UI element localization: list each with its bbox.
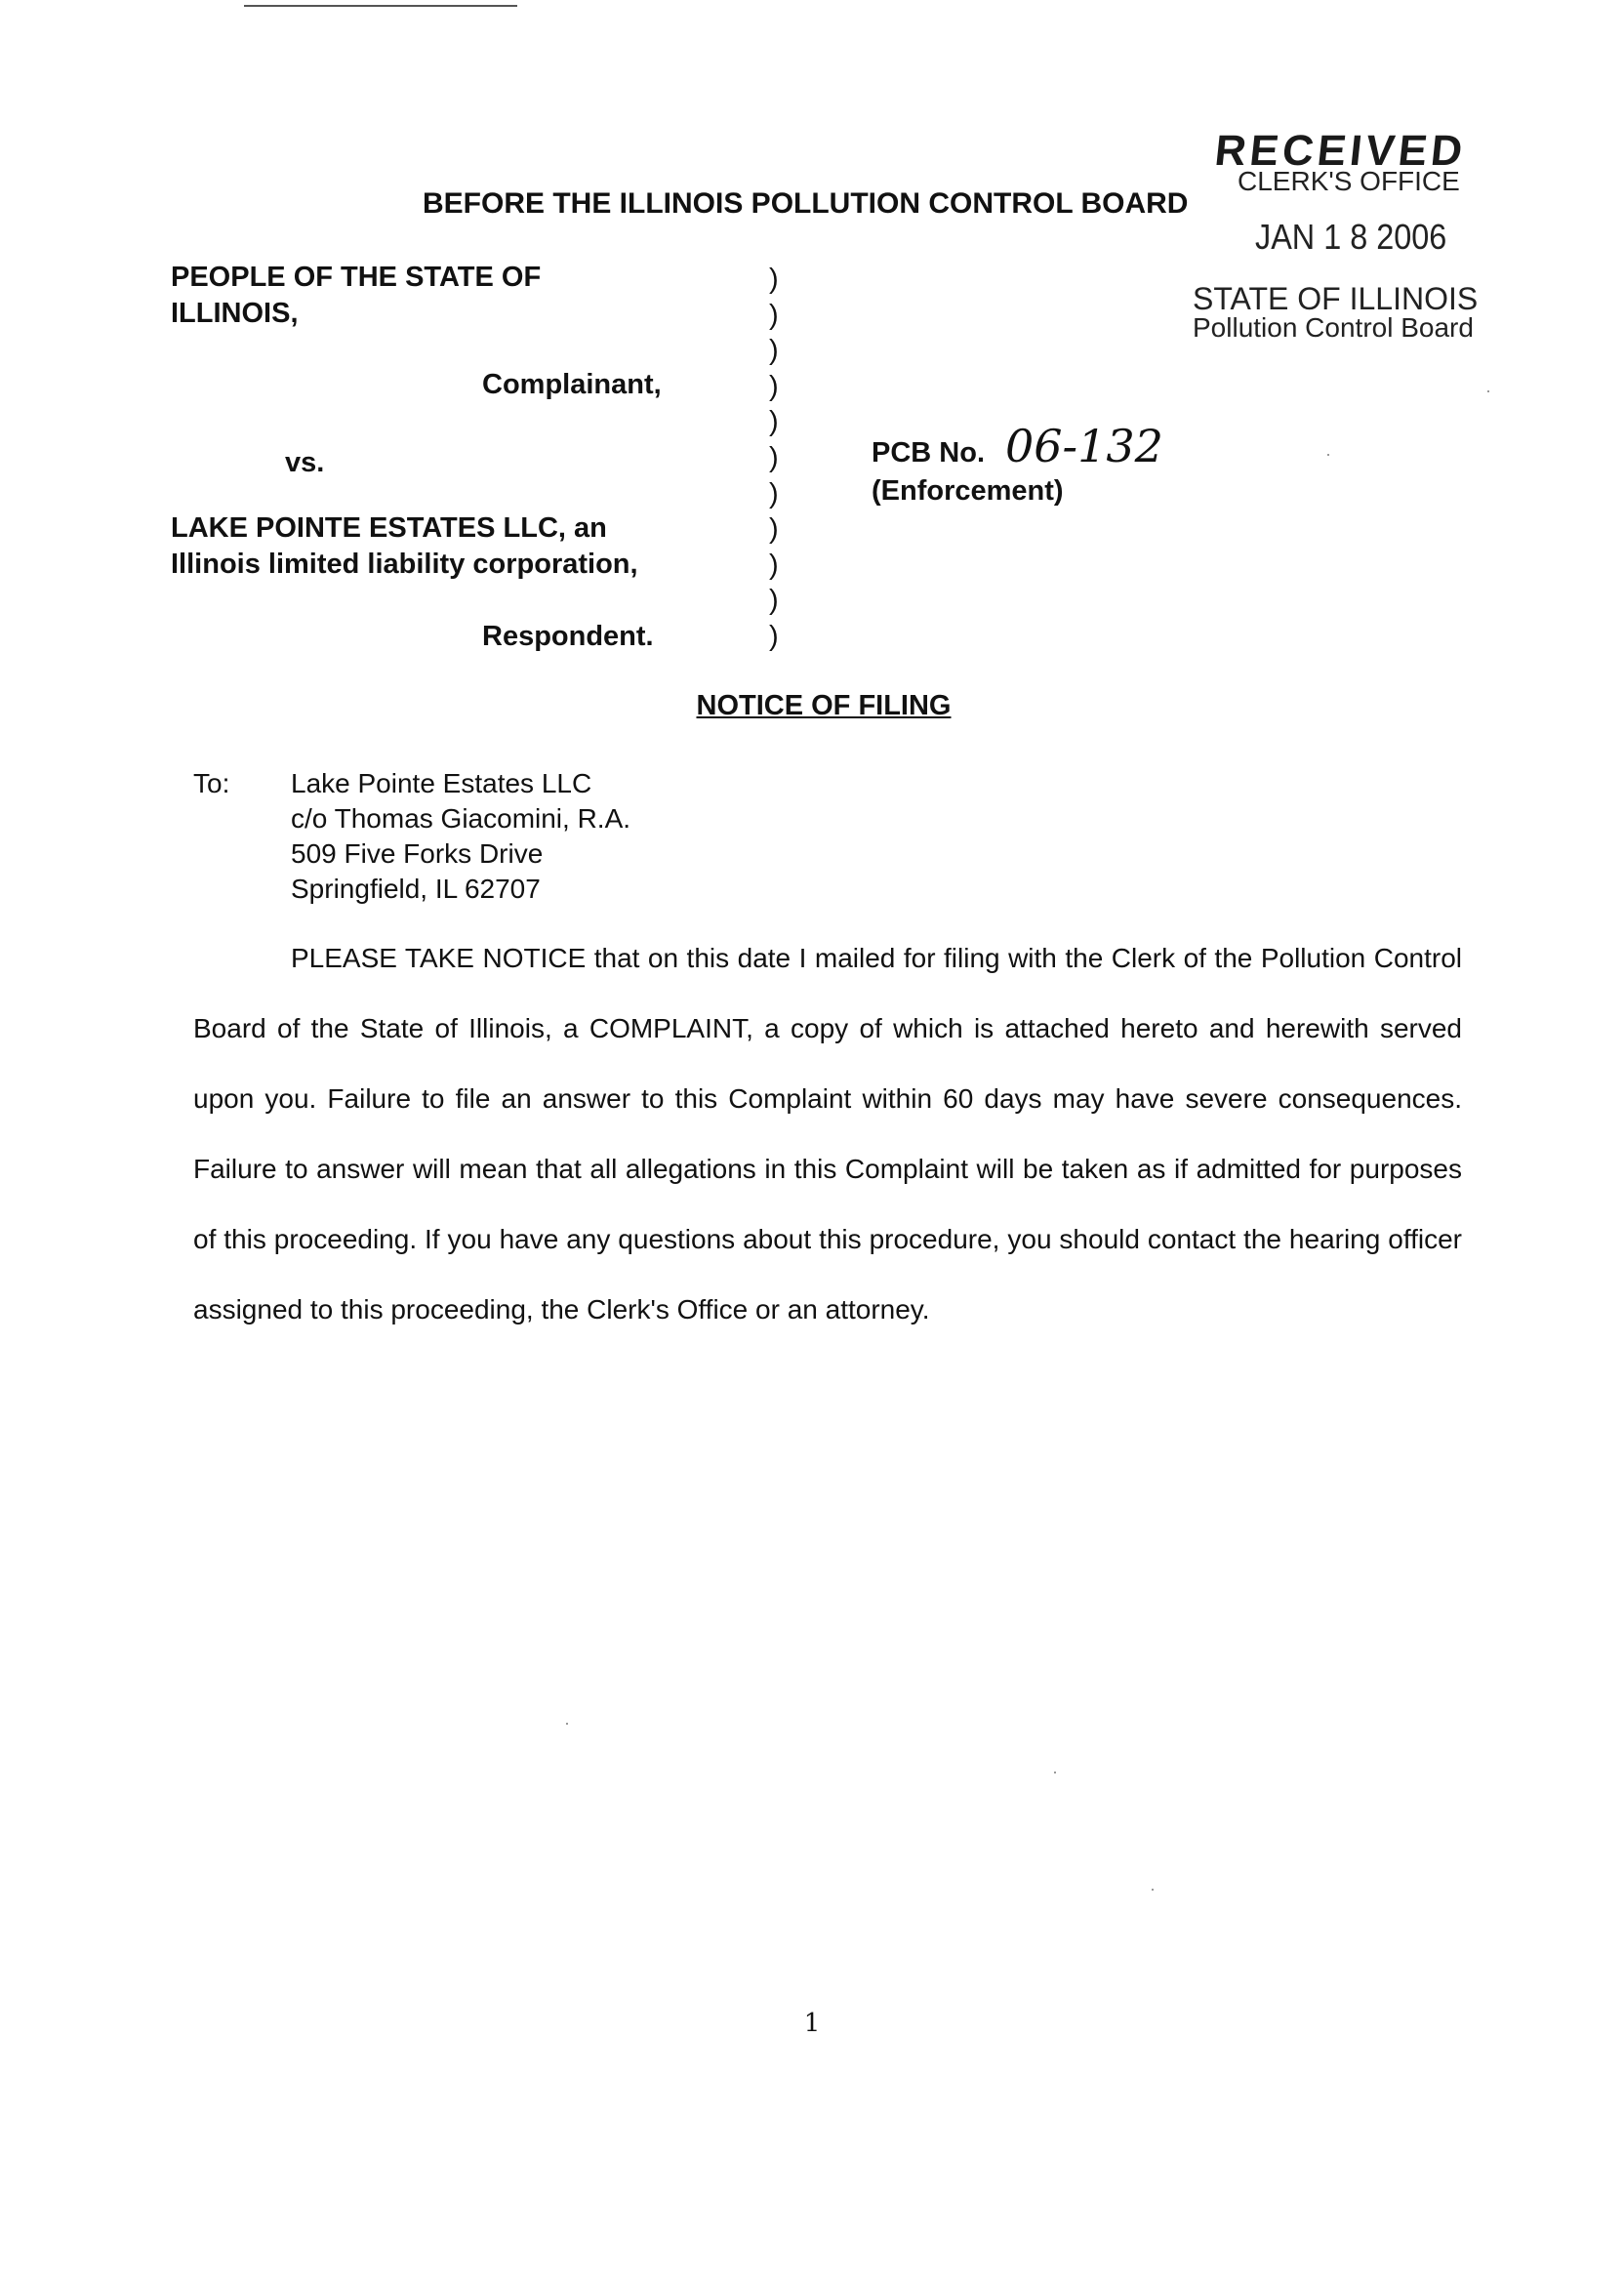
caption-paren: ) xyxy=(769,441,779,473)
addressee-line: 509 Five Forks Drive xyxy=(291,838,544,869)
court-heading: BEFORE THE ILLINOIS POLLUTION CONTROL BOARD xyxy=(423,187,1189,220)
caption-paren: ) xyxy=(769,335,779,367)
caption-paren: ) xyxy=(769,513,779,546)
notice-body-text: PLEASE TAKE NOTICE that on this date I mailed for filing with the Clerk of the Pollution Control Board of the State of Illinois, a COMPLAINT, a copy of which is attached hereto and herewith served upon you. Failure to file an answer to this Complaint within 60 days may have severe consequences. Failure to answer will mean that all allegations in this Complaint will be taken as if admitted for purposes of this proceeding. If you have any questions about this procedure, you should contact the hearing officer assigned to this proceeding, the Clerk's Office or an attorney. xyxy=(193,943,1462,1324)
notice-title-text: NOTICE OF FILING xyxy=(696,690,952,721)
respondent-role: Respondent. xyxy=(482,621,654,652)
stamp-state: STATE OF ILLINOIS xyxy=(1193,281,1479,316)
page-number: 1 xyxy=(803,2009,821,2038)
complainant-role: Complainant, xyxy=(482,369,662,400)
pcb-number-label: PCB No. xyxy=(872,437,985,469)
scan-speck xyxy=(1487,390,1489,392)
received-stamp: RECEIVED xyxy=(1212,127,1469,175)
versus-label: vs. xyxy=(285,447,325,478)
pcb-number-handwritten: 06-132 xyxy=(1005,420,1163,472)
notice-body xyxy=(193,923,1462,1345)
scan-speck xyxy=(1152,1889,1154,1891)
caption-paren: ) xyxy=(769,370,779,402)
caption-paren: ) xyxy=(769,620,779,652)
caption-paren: ) xyxy=(769,299,779,331)
clerks-office-stamp: CLERK'S OFFICE xyxy=(1238,166,1460,196)
caption-paren: ) xyxy=(769,549,779,581)
case-type: (Enforcement) xyxy=(872,475,1064,507)
caption-parentheses xyxy=(769,262,779,655)
caption-paren: ) xyxy=(769,406,779,438)
respondent-name-line1: LAKE POINTE ESTATES LLC, an xyxy=(171,512,607,544)
respondent-name-line2: Illinois limited liability corporation, xyxy=(171,549,638,580)
complainant-name-line1: PEOPLE OF THE STATE OF xyxy=(171,262,542,293)
caption-paren: ) xyxy=(769,477,779,509)
stamp-board: Pollution Control Board xyxy=(1193,312,1474,343)
addressee-line: c/o Thomas Giacomini, R.A. xyxy=(291,803,631,834)
scan-speck xyxy=(1327,454,1329,456)
notice-title xyxy=(0,690,1624,722)
received-date-stamp: JAN 1 8 2006 xyxy=(1255,217,1447,257)
scan-artifact-line xyxy=(244,5,517,7)
scan-speck xyxy=(566,1723,568,1725)
addressee-line: Lake Pointe Estates LLC xyxy=(291,768,592,798)
complainant-name-line2: ILLINOIS, xyxy=(171,298,299,329)
to-label: To: xyxy=(193,768,230,798)
caption-paren: ) xyxy=(769,585,779,617)
caption-paren: ) xyxy=(769,264,779,295)
addressee-line: Springfield, IL 62707 xyxy=(291,874,541,904)
scan-speck xyxy=(1054,1772,1056,1773)
